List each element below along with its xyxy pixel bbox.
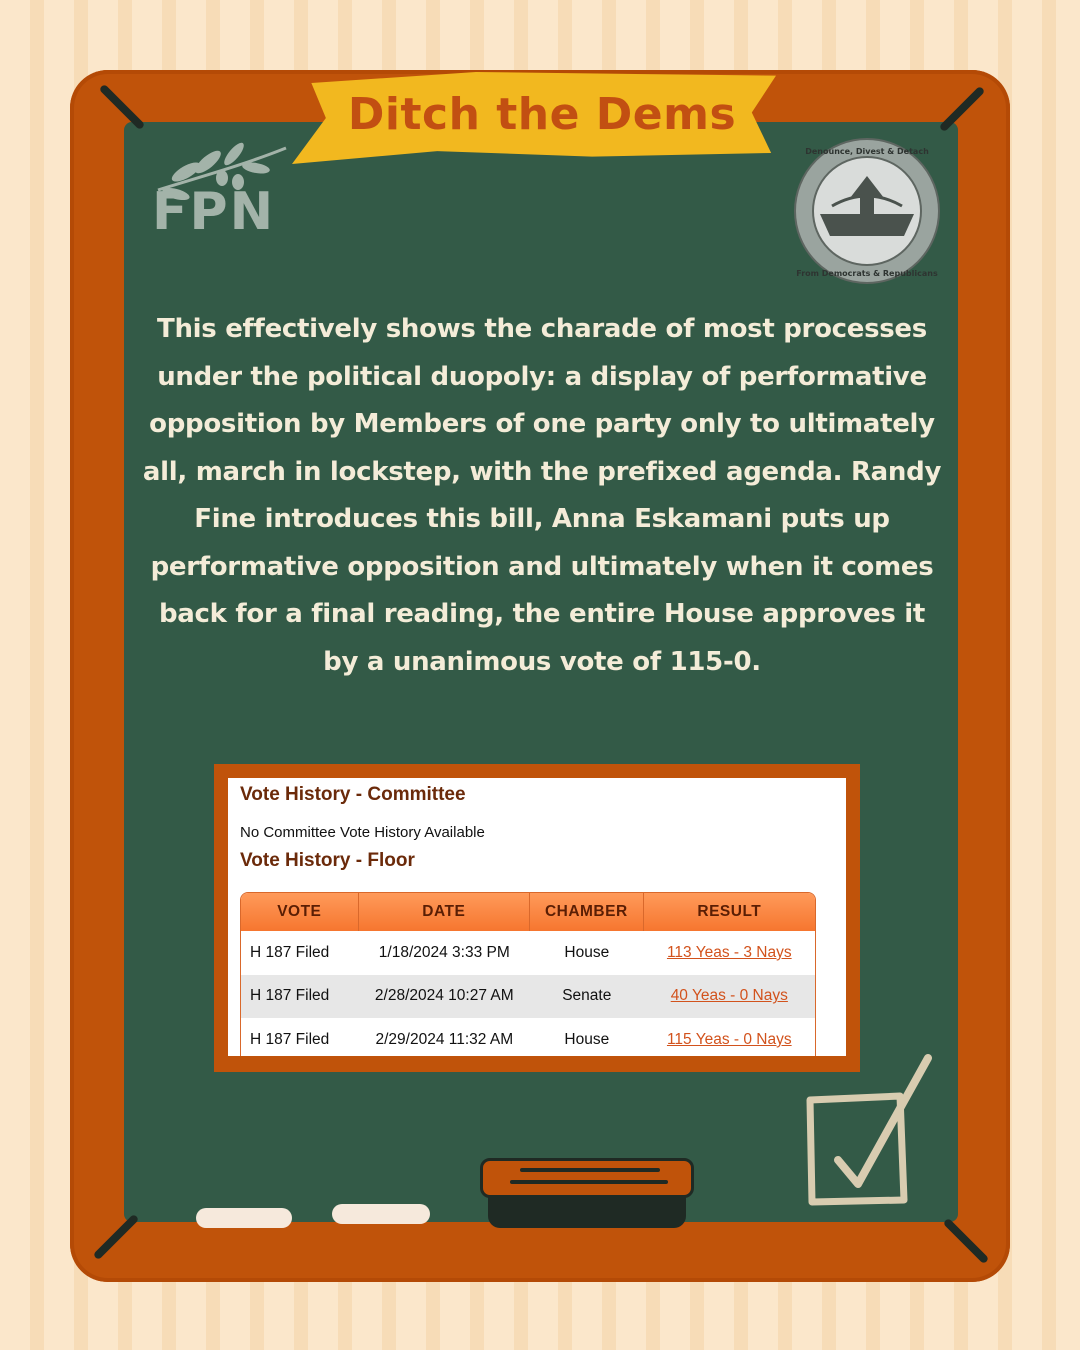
floor-title: Vote History - Floor [240, 850, 415, 871]
result-cell [644, 1018, 815, 1056]
result-cell [644, 975, 815, 1019]
fpn-logo-text: FPN [152, 182, 276, 242]
body-line: opposition by Members of one party only to ultimately [149, 409, 935, 439]
body-line: back for a final reading, the entire House approves it [159, 599, 925, 629]
chamber-cell: House [564, 1030, 610, 1048]
result-cell [644, 931, 815, 975]
table-row [241, 931, 815, 975]
body-line: Fine introduces this bill, Anna Eskamani puts up [194, 504, 890, 534]
committee-title: Vote History - Committee [240, 784, 466, 805]
chamber-cell: House [564, 943, 610, 961]
chalk-stick [332, 1204, 430, 1224]
body-line: by a unanimous vote of 115-0. [323, 646, 761, 677]
date-cell: 2/28/2024 10:27 AM [374, 987, 514, 1005]
date-cell: 1/18/2024 3:33 PM [378, 943, 510, 961]
eraser-stripe [520, 1168, 660, 1172]
banner-title: Ditch the Dems [347, 89, 737, 140]
committee-empty-text: No Committee Vote History Available [240, 824, 485, 841]
vote-cell: H 187 Filed [250, 943, 330, 961]
body-line: performative opposition and ultimately when it comes [150, 551, 934, 582]
column-header-result[interactable]: RESULT [697, 903, 762, 920]
vote-history-panel [228, 778, 846, 1056]
date-cell: 2/29/2024 11:32 AM [375, 1030, 514, 1048]
result-link[interactable]: 40 Yeas - 0 Nays [670, 987, 788, 1005]
body-line: all, march in lockstep, with the prefixed agenda. Randy [142, 456, 942, 487]
checkmark-box-icon [800, 1050, 940, 1210]
vote-cell: H 187 Filed [250, 987, 330, 1005]
body-line: This effectively shows the charade of most processes [157, 314, 927, 344]
seal-top-text: Denounce, Divest & Detach [805, 147, 929, 156]
body-line: under the political duopoly: a display of performative [157, 361, 927, 392]
table-row [241, 975, 815, 1019]
chalk-stick [196, 1208, 292, 1228]
seal-bottom-text: From Democrats & Republicans [796, 269, 938, 278]
chamber-cell: Senate [562, 987, 612, 1005]
seal-logo-icon [792, 136, 942, 286]
eraser-icon [480, 1158, 694, 1198]
eraser-stripe [510, 1180, 668, 1184]
column-header-vote[interactable]: VOTE [241, 893, 359, 931]
result-link[interactable]: 113 Yeas - 3 Nays [666, 943, 792, 961]
table-header [241, 893, 815, 931]
vote-history-screenshot [214, 764, 860, 1072]
column-header-date[interactable]: DATE [359, 893, 530, 931]
vote-cell: H 187 Filed [250, 1030, 330, 1048]
column-header-chamber[interactable]: CHAMBER [530, 893, 644, 931]
body-paragraph [136, 306, 948, 686]
table-row [241, 1018, 815, 1056]
floor-vote-table [240, 892, 816, 1056]
result-link[interactable]: 115 Yeas - 0 Nays [666, 1030, 792, 1048]
